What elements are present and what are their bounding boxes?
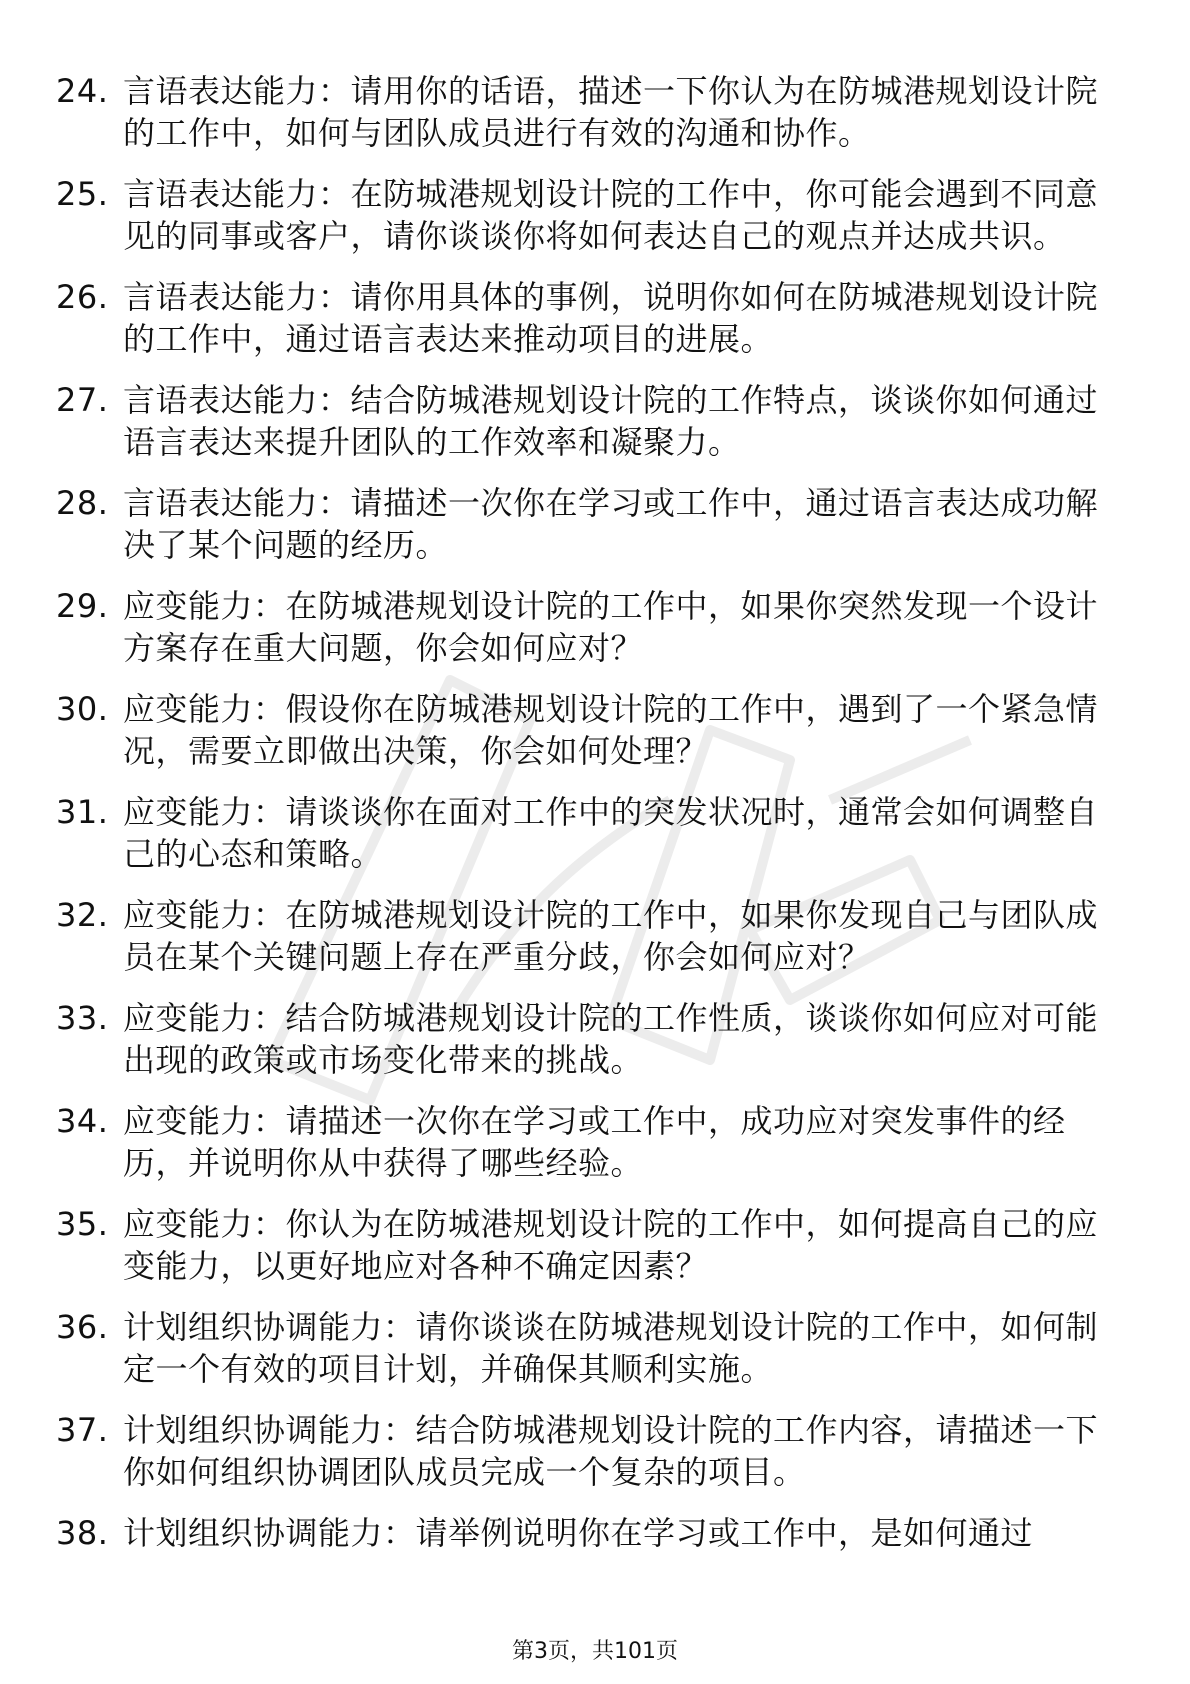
question-item [56, 173, 1121, 257]
question-number: 31. [56, 793, 109, 831]
question-item [56, 1100, 1121, 1184]
question-item [56, 1203, 1121, 1287]
question-item [56, 276, 1121, 360]
question-number: 32. [56, 896, 109, 934]
question-text: 应变能力：在防城港规划设计院的工作中，如果你发现自己与团队成员在某个关键问题上存在严重分歧，你会如何应对？ [123, 896, 1099, 976]
question-number: 38. [56, 1514, 109, 1552]
question-number: 28. [56, 484, 109, 522]
question-text: 言语表达能力：结合防城港规划设计院的工作特点，谈谈你如何通过语言表达来提升团队的工作效率和凝聚力。 [123, 381, 1099, 461]
question-item [56, 997, 1121, 1081]
question-number: 25. [56, 175, 109, 213]
question-item [56, 1409, 1121, 1493]
question-number: 35. [56, 1205, 109, 1243]
question-number: 26. [56, 278, 109, 316]
question-number: 27. [56, 381, 109, 419]
question-text: 应变能力：请描述一次你在学习或工作中，成功应对突发事件的经历，并说明你从中获得了哪些经验。 [123, 1102, 1066, 1182]
question-text: 言语表达能力：请你用具体的事例，说明你如何在防城港规划设计院的工作中，通过语言表达来推动项目的进展。 [123, 278, 1099, 358]
page-footer: 第3页，共101页 [512, 1639, 678, 1664]
question-number: 34. [56, 1102, 109, 1140]
question-text: 应变能力：假设你在防城港规划设计院的工作中，遇到了一个紧急情况，需要立即做出决策，你会如何处理？ [123, 690, 1099, 770]
question-item [56, 1512, 1121, 1554]
question-text: 计划组织协调能力：请举例说明你在学习或工作中，是如何通过 [123, 1514, 1034, 1552]
question-item [56, 1306, 1121, 1390]
question-number: 37. [56, 1411, 109, 1449]
question-item [56, 791, 1121, 875]
question-number: 36. [56, 1308, 109, 1346]
question-text: 应变能力：请谈谈你在面对工作中的突发状况时，通常会如何调整自己的心态和策略。 [123, 793, 1099, 873]
question-text: 计划组织协调能力：结合防城港规划设计院的工作内容，请描述一下你如何组织协调团队成员完成一个复杂的项目。 [123, 1411, 1099, 1491]
question-number: 30. [56, 690, 109, 728]
question-item [56, 70, 1121, 154]
question-item [56, 379, 1121, 463]
question-text: 应变能力：你认为在防城港规划设计院的工作中，如何提高自己的应变能力，以更好地应对各种不确定因素？ [123, 1205, 1099, 1285]
question-list [56, 70, 1121, 1573]
question-text: 言语表达能力：请描述一次你在学习或工作中，通过语言表达成功解决了某个问题的经历。 [123, 484, 1099, 564]
question-item [56, 482, 1121, 566]
question-item [56, 585, 1121, 669]
question-number: 29. [56, 587, 109, 625]
question-text: 计划组织协调能力：请你谈谈在防城港规划设计院的工作中，如何制定一个有效的项目计划，并确保其顺利实施。 [123, 1308, 1099, 1388]
question-text: 言语表达能力：在防城港规划设计院的工作中，你可能会遇到不同意见的同事或客户，请你谈谈你将如何表达自己的观点并达成共识。 [123, 175, 1099, 255]
question-number: 24. [56, 72, 109, 110]
question-item [56, 688, 1121, 772]
question-item [56, 894, 1121, 978]
question-number: 33. [56, 999, 109, 1037]
question-text: 言语表达能力：请用你的话语，描述一下你认为在防城港规划设计院的工作中，如何与团队成员进行有效的沟通和协作。 [123, 72, 1099, 152]
question-text: 应变能力：结合防城港规划设计院的工作性质，谈谈你如何应对可能出现的政策或市场变化带来的挑战。 [123, 999, 1099, 1079]
question-text: 应变能力：在防城港规划设计院的工作中，如果你突然发现一个设计方案存在重大问题，你会如何应对？ [123, 587, 1099, 667]
